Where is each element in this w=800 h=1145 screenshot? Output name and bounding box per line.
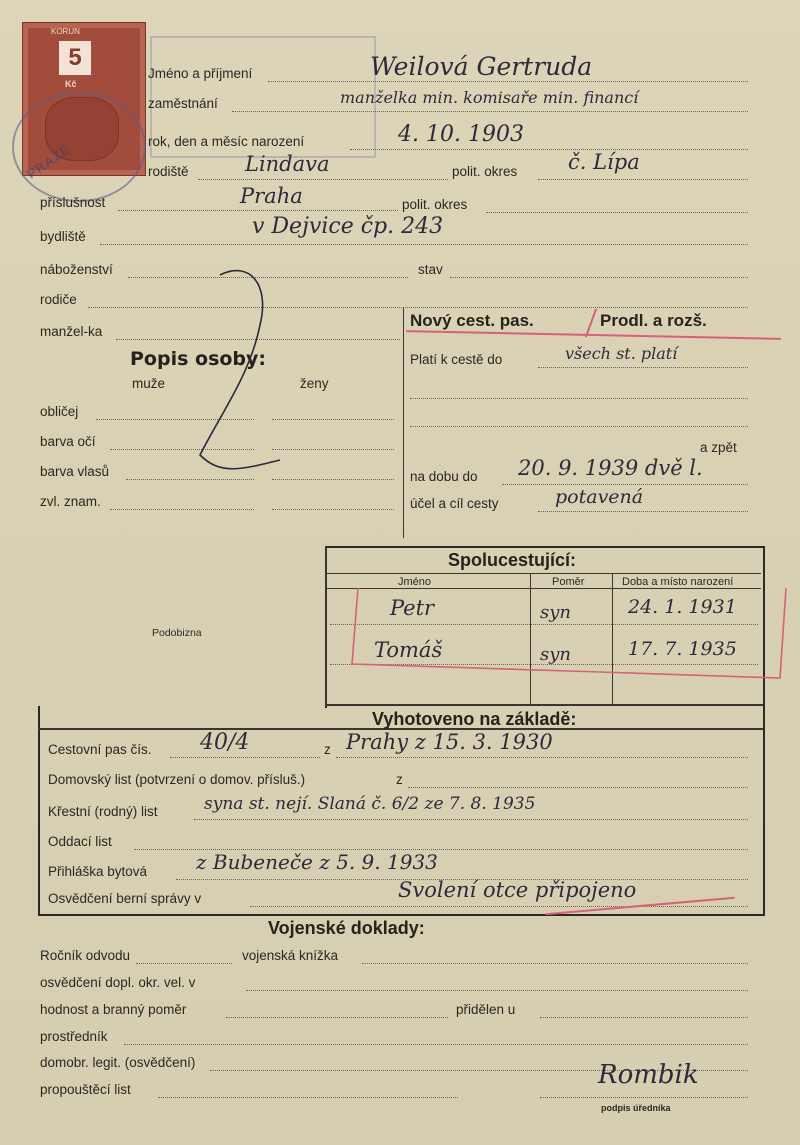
year-line: [136, 963, 232, 964]
companions-title: Spolucestující:: [448, 550, 577, 570]
parents-label: rodiče: [40, 292, 77, 307]
domicile-label: příslušnost: [40, 195, 106, 210]
baptism-value: syna st. nejí. Slaná č. 6/2 ze 7. 8. 1935: [204, 794, 536, 814]
marriage-label: Oddací list: [48, 834, 112, 849]
assigned-line: [540, 1017, 748, 1018]
period-label: na dobu do: [410, 469, 478, 484]
companions-left-edge: [325, 546, 327, 706]
hair-label: barva vlasů: [40, 464, 110, 479]
round-seal: [12, 92, 146, 202]
period-value: 20. 9. 1939 dvě l.: [518, 456, 703, 480]
residence-label: bydliště: [40, 229, 86, 244]
valid-line-2: [410, 398, 748, 399]
book-label: vojenská knížka: [242, 948, 339, 963]
col-relation: Poměr: [552, 576, 585, 588]
companion-1-relation: syn: [540, 602, 571, 623]
valid-line-3: [410, 426, 748, 427]
purpose-value: potavená: [555, 486, 644, 508]
basis-box-gap: [38, 704, 327, 706]
district2-label: polit. okres: [402, 197, 468, 212]
basis-header-top: [327, 704, 763, 706]
domicile-list-label: Domovský list (potvrzení o domov. přísluš.): [48, 772, 306, 787]
birthplace-label: rodiště: [148, 164, 189, 179]
cert-label: osvědčení dopl. okr. vel. v: [40, 975, 196, 990]
basis-title: Vyhotoveno na základě:: [372, 709, 577, 729]
new-passport-label: Nový cest. pas.: [410, 311, 534, 330]
purpose-label: účel a cíl cesty: [410, 496, 499, 511]
domicile-line: [118, 210, 398, 211]
year-label: Ročník odvodu: [40, 948, 131, 963]
occupation-label: zaměstnání: [148, 96, 218, 111]
cert-line: [246, 990, 748, 991]
passport-from-line: [336, 757, 748, 758]
seal-text: PRAZE: [24, 141, 73, 182]
passport-from-label: z: [324, 742, 331, 757]
rank-label: hodnost a branný poměr: [40, 1002, 187, 1017]
tax-line: [250, 906, 748, 907]
stamp-value: 5: [59, 41, 91, 75]
passport-no-label: Cestovní pas čís.: [48, 742, 152, 757]
district2-line: [486, 212, 748, 213]
discharge-label: propouštěcí list: [40, 1082, 131, 1097]
marks-line-f: [272, 509, 394, 510]
discharge-line: [158, 1097, 458, 1098]
domicile-list-z: z: [396, 772, 403, 787]
vertical-divider: [403, 308, 404, 538]
description-title: Popis osoby:: [130, 348, 267, 370]
spouse-label: manžel-ka: [40, 324, 103, 339]
military-title: Vojenské doklady:: [268, 918, 425, 938]
marks-line-m: [110, 509, 254, 510]
name-value: Weilová Gertruda: [370, 52, 593, 81]
registration-value: z Bubeneče z 5. 9. 1933: [196, 850, 438, 874]
pink-underline: [406, 330, 781, 339]
residence-line: [100, 244, 748, 245]
agent-line: [124, 1044, 748, 1045]
female-label: ženy: [300, 376, 329, 391]
passport-no-line: [170, 757, 320, 758]
purpose-line: [538, 511, 748, 512]
name-label: Jméno a příjmení: [148, 66, 253, 81]
tax-label: Osvědčení berní správy v: [48, 891, 202, 906]
baptism-label: Křestní (rodný) list: [48, 804, 158, 819]
photo-label: Podobizna: [152, 627, 202, 639]
valid-line: [538, 367, 748, 368]
signature-label: podpis úředníka: [601, 1103, 671, 1113]
companion-2-name: Tomáš: [374, 638, 443, 662]
baptism-line: [194, 819, 748, 820]
religion-label: náboženství: [40, 262, 113, 277]
assigned-label: přidělen u: [456, 1002, 516, 1017]
birthplace-value: Lindava: [245, 152, 330, 176]
face-label: obličej: [40, 404, 79, 419]
district-line: [538, 179, 748, 180]
signature-line: [540, 1097, 748, 1098]
period-line: [502, 484, 748, 485]
companion-1-birth: 24. 1. 1931: [628, 596, 737, 618]
companion-2-relation: syn: [540, 644, 571, 665]
signature: Rombik: [598, 1060, 699, 1090]
stamp-sub: KORUN: [51, 27, 80, 36]
passport-no-value: 40/4: [200, 730, 250, 755]
district-label: polit. okres: [452, 164, 518, 179]
occupation-line: [232, 111, 748, 112]
marks-label: zvl. znam.: [40, 494, 101, 509]
legit-label: domobr. legit. (osvědčení): [40, 1055, 196, 1070]
rank-line: [226, 1017, 448, 1018]
residence-value: v Dejvice čp. 243: [252, 214, 444, 239]
strike-mark: [180, 255, 300, 505]
status-label: stav: [418, 262, 443, 277]
birth-label: rok, den a měsíc narození: [148, 134, 305, 149]
stamp-unit: Kč: [65, 79, 77, 89]
birth-value: 4. 10. 1903: [398, 122, 524, 147]
registration-label: Přihláška bytová: [48, 864, 148, 879]
col-birth: Doba a místo narození: [622, 576, 734, 588]
tax-value: Svolení otce připojeno: [398, 878, 637, 902]
back-label: a zpět: [700, 440, 737, 455]
status-line: [450, 277, 748, 278]
book-line: [362, 963, 748, 964]
companion-1-name: Petr: [390, 596, 435, 620]
agent-label: prostředník: [40, 1029, 108, 1044]
birth-line: [350, 149, 748, 150]
occupation-value: manželka min. komisaře min. financí: [340, 88, 639, 107]
domicile-value: Praha: [240, 184, 303, 208]
male-label: muže: [132, 376, 166, 391]
name-line: [268, 81, 748, 82]
pink-bracket: [350, 584, 790, 684]
passport-from-value: Prahy z 15. 3. 1930: [346, 730, 553, 754]
birthplace-line: [198, 179, 448, 180]
domicile-list-line: [408, 787, 748, 788]
district-value: č. Lípa: [568, 150, 640, 174]
companion-2-birth: 17. 7. 1935: [628, 638, 737, 660]
extension-label: Prodl. a rozš.: [600, 311, 707, 330]
valid-label: Platí k cestě do: [410, 352, 503, 367]
eyes-label: barva očí: [40, 434, 96, 449]
col-name: Jméno: [398, 576, 432, 588]
valid-value: všech st. platí: [565, 344, 678, 363]
